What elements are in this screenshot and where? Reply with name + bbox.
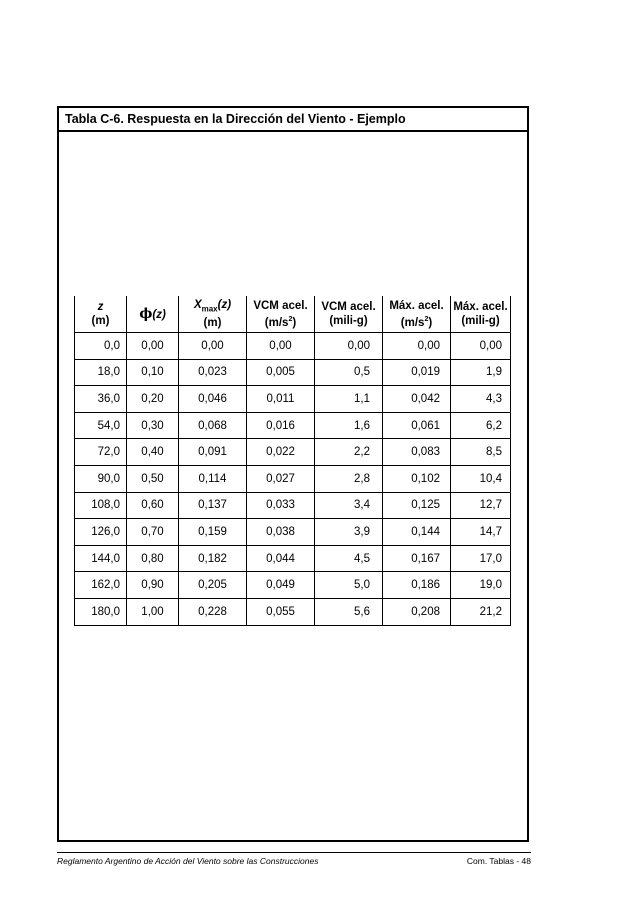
cell-phi: 0,00 [127,333,179,360]
table-row [75,572,511,599]
cell-vcm-accel-ms2: 0,049 [247,572,315,599]
cell-max-accel-milli-g: 21,2 [451,598,511,625]
cell-vcm-accel-milli-g: 2,8 [315,465,383,492]
cell-phi: 1,00 [127,598,179,625]
cell-vcm-accel-ms2: 0,033 [247,492,315,519]
cell-z: 0,0 [75,333,127,360]
table-caption: Tabla C-6. Respuesta en la Dirección del Viento - Ejemplo [59,108,527,132]
cell-z: 126,0 [75,519,127,546]
cell-max-accel-milli-g: 10,4 [451,465,511,492]
table-row [75,492,511,519]
table-row [75,333,511,360]
cell-phi: 0,80 [127,545,179,572]
table-row [75,598,511,625]
cell-phi: 0,50 [127,465,179,492]
cell-xmax: 0,205 [179,572,247,599]
cell-z: 54,0 [75,412,127,439]
cell-z: 90,0 [75,465,127,492]
cell-xmax: 0,114 [179,465,247,492]
cell-max-accel-ms2: 0,167 [383,545,451,572]
cell-vcm-accel-ms2: 0,044 [247,545,315,572]
cell-vcm-accel-ms2: 0,027 [247,465,315,492]
cell-max-accel-milli-g: 8,5 [451,439,511,466]
header-vcm-accel-ms2: VCM acel. $(m/s^2)$ [247,296,315,333]
cell-vcm-accel-ms2: 0,055 [247,598,315,625]
cell-vcm-accel-ms2: 0,038 [247,519,315,546]
table-row [75,465,511,492]
cell-max-accel-ms2: 0,102 [383,465,451,492]
cell-vcm-accel-ms2: 0,00 [247,333,315,360]
cell-xmax: 0,046 [179,386,247,413]
cell-vcm-accel-ms2: 0,016 [247,412,315,439]
cell-xmax: 0,182 [179,545,247,572]
cell-max-accel-ms2: 0,186 [383,572,451,599]
cell-xmax: 0,159 [179,519,247,546]
table-row [75,386,511,413]
cell-vcm-accel-ms2: 0,005 [247,359,315,386]
cell-phi: 0,90 [127,572,179,599]
cell-phi: 0,70 [127,519,179,546]
cell-xmax: 0,091 [179,439,247,466]
cell-vcm-accel-milli-g: 5,0 [315,572,383,599]
table-row [75,359,511,386]
cell-vcm-accel-milli-g: 3,4 [315,492,383,519]
header-vcm-accel-milli-g: VCM acel. (mili-g) [315,296,383,333]
cell-max-accel-ms2: 0,208 [383,598,451,625]
cell-vcm-accel-milli-g: 3,9 [315,519,383,546]
phi-symbol: ϕ [139,305,153,322]
table-body [75,333,511,626]
cell-vcm-accel-milli-g: 5,6 [315,598,383,625]
cell-z: 108,0 [75,492,127,519]
header-phi: ϕ(z) [127,296,179,333]
cell-max-accel-ms2: 0,00 [383,333,451,360]
cell-vcm-accel-milli-g: 1,6 [315,412,383,439]
footer-rule [57,852,531,853]
cell-phi: 0,10 [127,359,179,386]
cell-phi: 0,60 [127,492,179,519]
cell-max-accel-milli-g: 12,7 [451,492,511,519]
cell-phi: 0,30 [127,412,179,439]
cell-xmax: 0,00 [179,333,247,360]
cell-max-accel-milli-g: 0,00 [451,333,511,360]
cell-max-accel-milli-g: 4,3 [451,386,511,413]
header-max-accel-milli-g: Máx. acel. (mili-g) [451,296,511,333]
cell-max-accel-ms2: 0,042 [383,386,451,413]
cell-vcm-accel-milli-g: 2,2 [315,439,383,466]
cell-vcm-accel-milli-g: 0,00 [315,333,383,360]
cell-z: 162,0 [75,572,127,599]
cell-max-accel-milli-g: 1,9 [451,359,511,386]
cell-max-accel-ms2: 0,019 [383,359,451,386]
table-row [75,439,511,466]
cell-max-accel-milli-g: 17,0 [451,545,511,572]
cell-z: 144,0 [75,545,127,572]
cell-max-accel-ms2: 0,061 [383,412,451,439]
header-xmax: $X_{max}(z)$ (m) [179,296,247,333]
cell-max-accel-ms2: 0,125 [383,492,451,519]
table-row [75,412,511,439]
cell-z: 36,0 [75,386,127,413]
cell-vcm-accel-ms2: 0,011 [247,386,315,413]
cell-vcm-accel-milli-g: 1,1 [315,386,383,413]
footer-page-number: Com. Tablas - 48 [466,856,531,866]
cell-xmax: 0,137 [179,492,247,519]
cell-xmax: 0,068 [179,412,247,439]
cell-xmax: 0,023 [179,359,247,386]
cell-max-accel-ms2: 0,144 [383,519,451,546]
cell-vcm-accel-milli-g: 4,5 [315,545,383,572]
table-row [75,545,511,572]
table-header-row [75,296,511,333]
cell-max-accel-ms2: 0,083 [383,439,451,466]
header-z: z (m) [75,296,127,333]
cell-z: 180,0 [75,598,127,625]
cell-vcm-accel-milli-g: 0,5 [315,359,383,386]
cell-xmax: 0,228 [179,598,247,625]
cell-phi: 0,20 [127,386,179,413]
header-max-accel-ms2: Máx. acel. $(m/s^2)$ [383,296,451,333]
cell-vcm-accel-ms2: 0,022 [247,439,315,466]
cell-max-accel-milli-g: 6,2 [451,412,511,439]
table-row [75,519,511,546]
footer-document-title: Reglamento Argentino de Acción del Viento sobre las Construcciones [57,856,319,866]
table-frame [57,106,529,842]
cell-max-accel-milli-g: 14,7 [451,519,511,546]
cell-max-accel-milli-g: 19,0 [451,572,511,599]
cell-phi: 0,40 [127,439,179,466]
cell-z: 18,0 [75,359,127,386]
cell-z: 72,0 [75,439,127,466]
response-table [74,296,511,626]
